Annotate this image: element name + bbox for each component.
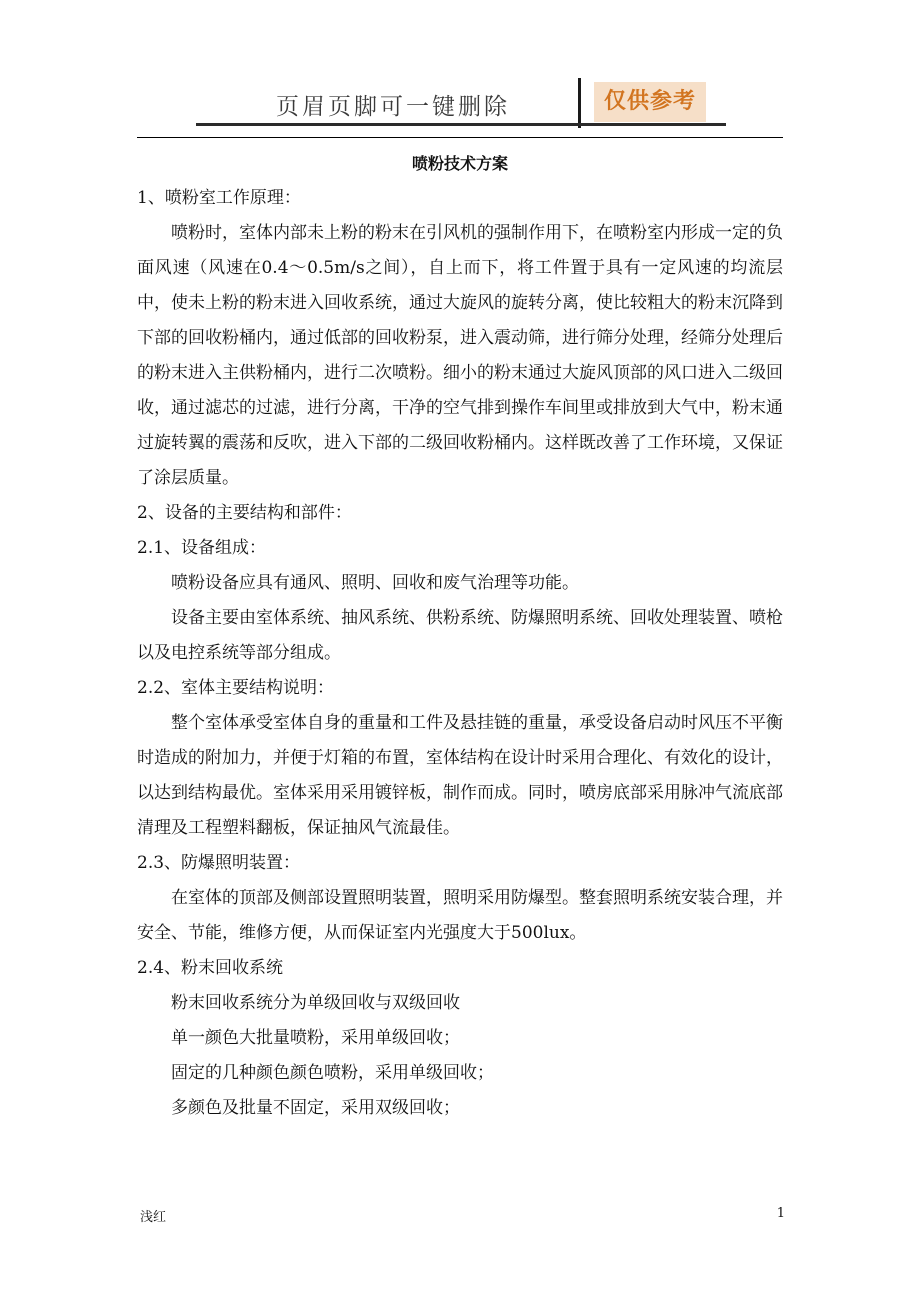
header-divider [578,78,581,128]
body-paragraph: 多颜色及批量不固定，采用双级回收； [171,1098,460,1118]
footer-left-text: 浅红 [140,1210,167,1225]
body-paragraph: 设备主要由室体系统、抽风系统、供粉系统、防爆照明系统、回收处理装置、喷枪以及电控系统等部分组成。 [137,608,783,663]
body-paragraph: 粉末回收系统分为单级回收与双级回收 [171,993,460,1013]
section-heading: 2.2、室体主要结构说明： [137,678,335,698]
body-paragraph: 喷粉设备应具有通风、照明、回收和废气治理等功能。 [171,573,579,593]
section-heading: 2.3、防爆照明装置： [137,853,301,873]
header-banner [196,78,726,130]
body-paragraph: 单一颜色大批量喷粉，采用单级回收； [171,1028,460,1048]
header-banner-text: 页眉页脚可一键删除 [276,94,510,120]
section-heading: 2.4、粉末回收系统 [137,958,284,978]
header-underline [196,123,726,126]
body-paragraph: 整个室体承受室体自身的重量和工件及悬挂链的重量，承受设备启动时风压不平衡时造成的附加力，并便于灯箱的布置，室体结构在设计时采用合理化、有效化的设计，以达到结构最优。室体采用采用镀锌板，制作而成。同时，喷房底部采用脉冲气流底部清理及工程塑料翻板，保证抽风气流最佳。 [137,713,783,838]
section-heading: 2、设备的主要结构和部件： [137,503,352,523]
body-paragraph: 固定的几种颜色颜色喷粉，采用单级回收； [171,1063,494,1083]
document-title: 喷粉技术方案 [411,154,508,173]
header-reference-badge: 仅供参考 [594,82,706,122]
body-paragraph: 喷粉时，室体内部未上粉的粉末在引风机的强制作用下，在喷粉室内形成一定的负面风速（风速在0.4～0.5m/s之间），自上而下，将工件置于具有一定风速的均流层中，使未上粉的粉末进入回收系统，通过大旋风的旋转分离，使比较粗大的粉末沉降到下部的回收粉桶内，通过低部的回收粉泵，进入震动筛，进行筛分处理，经筛分处理后的粉末进入主供粉桶内，进行二次喷粉。细小的粉末通过大旋风顶部的风口进入二级回收，通过滤芯的过滤，进行分离，干净的空气排到操作车间里或排放到大气中，粉末通过旋转翼的震荡和反吹，进入下部的二级回收粉桶内。这样既改善了工作环境，又保证了涂层质量。 [137,223,783,488]
body-paragraph: 在室体的顶部及侧部设置照明装置，照明采用防爆型。整套照明系统安装合理，并安全、节能，维修方便，从而保证室内光强度大于500lux。 [137,888,783,943]
section-heading: 2.1、设备组成： [137,538,267,558]
section-heading: 1、喷粉室工作原理： [137,188,301,208]
paragraph-list [137,181,783,1126]
footer-page-number: 1 [776,1206,785,1221]
document-body [137,147,783,1126]
header-rule [137,137,783,138]
